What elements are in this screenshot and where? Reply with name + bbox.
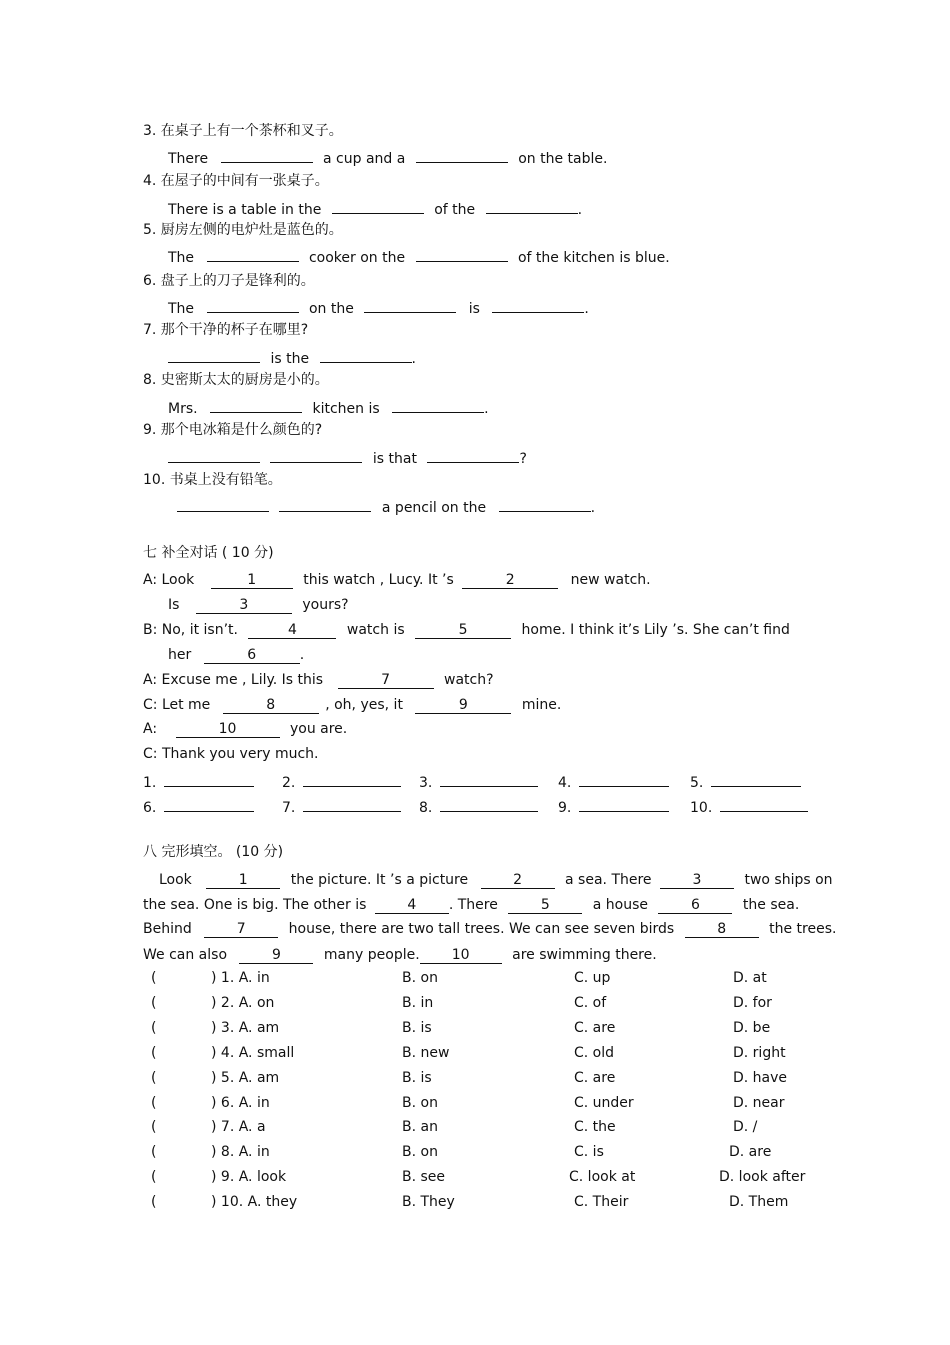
answer-row bbox=[690, 796, 808, 817]
text: is bbox=[468, 301, 480, 317]
answer-row bbox=[282, 796, 401, 817]
answer-row bbox=[419, 771, 538, 792]
answer-blank[interactable] bbox=[164, 771, 254, 787]
text: are swimming there. bbox=[512, 947, 657, 963]
text: you are. bbox=[289, 721, 348, 737]
answer-row bbox=[143, 771, 254, 792]
section8-heading: 八 完形填空。 (10 分) bbox=[143, 844, 284, 860]
text: Look bbox=[159, 872, 192, 888]
text: mine. bbox=[521, 697, 562, 713]
text: . bbox=[577, 202, 583, 218]
answer-row bbox=[690, 771, 801, 792]
text: There bbox=[168, 151, 209, 167]
option-c: C. are bbox=[574, 1069, 616, 1086]
text: . bbox=[584, 301, 589, 317]
text: C: Let me bbox=[143, 697, 211, 713]
text: the trees. bbox=[769, 921, 837, 937]
section7-heading: 七 补全对话 ( 10 分) bbox=[143, 545, 274, 561]
passage-line bbox=[143, 896, 799, 914]
answer-blank[interactable] bbox=[303, 771, 401, 787]
option-b: B. on bbox=[402, 970, 438, 986]
answer-num: 4. bbox=[558, 775, 572, 791]
text: on the table. bbox=[518, 151, 608, 167]
text: her bbox=[168, 647, 192, 663]
option-d: D. be bbox=[733, 1019, 771, 1036]
text: . bbox=[299, 647, 305, 663]
answer-blank[interactable] bbox=[332, 198, 424, 214]
answer-blank[interactable] bbox=[392, 397, 484, 413]
text: a pencil on the bbox=[381, 500, 487, 516]
q4-english bbox=[168, 198, 582, 219]
answer-num: 10. bbox=[690, 800, 713, 816]
answer-blank[interactable] bbox=[579, 771, 669, 787]
option-c: C. the bbox=[574, 1119, 616, 1136]
q6-chinese: 6. 盘子上的刀子是锋利的。 bbox=[143, 273, 315, 289]
answer-blank[interactable] bbox=[416, 147, 508, 163]
answer-blank[interactable] bbox=[440, 796, 538, 812]
question-option-a: ) 9. A. look bbox=[211, 1169, 287, 1186]
dialog-line bbox=[168, 596, 349, 614]
answer-blank[interactable] bbox=[427, 447, 519, 463]
dialog-line bbox=[143, 671, 494, 689]
answer-blank[interactable]: 3 bbox=[196, 598, 292, 614]
option-b: B. They bbox=[402, 1194, 455, 1211]
question-option-a: ) 5. A. am bbox=[211, 1069, 280, 1086]
option-b: B. is bbox=[402, 1019, 432, 1036]
q3-chinese: 3. 在桌子上有一个茶杯和叉子。 bbox=[143, 123, 343, 139]
answer-blank[interactable] bbox=[221, 147, 313, 163]
option-c: C. under bbox=[574, 1094, 634, 1111]
question-option-a: ) 4. A. small bbox=[211, 1044, 295, 1061]
answer-row bbox=[558, 796, 669, 817]
passage-line bbox=[143, 946, 657, 964]
dialog-line bbox=[168, 646, 304, 664]
option-d: D. for bbox=[733, 994, 772, 1011]
answer-blank[interactable] bbox=[486, 198, 578, 214]
option-c: C. are bbox=[574, 1019, 616, 1036]
text: We can also bbox=[143, 947, 228, 963]
text: many people. bbox=[323, 947, 420, 963]
answer-blank[interactable] bbox=[303, 796, 401, 812]
answer-paren[interactable]: ( bbox=[151, 1119, 157, 1136]
answer-blank[interactable] bbox=[279, 496, 371, 512]
dialog-line: C: Thank you very much. bbox=[143, 746, 319, 762]
option-d: D. at bbox=[733, 970, 767, 986]
question-option-a: ) 2. A. on bbox=[211, 994, 275, 1011]
text: The bbox=[168, 250, 195, 266]
text: B: No, it isn’t. bbox=[143, 622, 238, 638]
text: There is a table in the bbox=[168, 202, 322, 218]
text: The bbox=[168, 301, 195, 317]
answer-blank[interactable]: 5 bbox=[508, 898, 582, 914]
text: . bbox=[411, 351, 416, 367]
answer-blank[interactable]: 4 bbox=[375, 898, 449, 914]
answer-paren[interactable]: ( bbox=[151, 1144, 157, 1161]
text: ? bbox=[519, 451, 527, 467]
q5-english bbox=[168, 246, 670, 267]
text: , oh, yes, it bbox=[325, 697, 403, 713]
answer-blank[interactable] bbox=[579, 796, 669, 812]
option-c: C. up bbox=[574, 970, 611, 986]
answer-blank[interactable] bbox=[320, 347, 412, 363]
answer-row bbox=[558, 771, 669, 792]
dialog-line bbox=[143, 696, 561, 714]
answer-blank[interactable] bbox=[440, 771, 538, 787]
answer-paren[interactable]: ( bbox=[151, 1069, 157, 1086]
dialog-line bbox=[143, 720, 347, 738]
answer-blank[interactable]: 10 bbox=[420, 948, 502, 964]
answer-blank[interactable]: 7 bbox=[204, 922, 278, 938]
q8-chinese: 8. 史密斯太太的厨房是小的。 bbox=[143, 372, 329, 388]
question-option-a: ) 6. A. in bbox=[211, 1094, 270, 1111]
text: a sea. There bbox=[565, 872, 652, 888]
option-c: C. is bbox=[574, 1144, 604, 1161]
answer-blank[interactable] bbox=[492, 297, 584, 313]
option-b: B. on bbox=[402, 1094, 438, 1111]
answer-blank[interactable]: 7 bbox=[338, 673, 434, 689]
q7-english bbox=[168, 347, 416, 368]
q3-english bbox=[168, 147, 607, 168]
option-d: D. near bbox=[733, 1094, 785, 1111]
option-d: D. Them bbox=[729, 1194, 789, 1211]
text: Is bbox=[168, 597, 180, 613]
option-d: D. have bbox=[733, 1069, 788, 1086]
text: . bbox=[484, 401, 489, 417]
answer-blank[interactable] bbox=[207, 297, 299, 313]
answer-num: 6. bbox=[143, 800, 157, 816]
answer-blank[interactable]: 4 bbox=[248, 623, 336, 639]
question-option-a: ) 8. A. in bbox=[211, 1144, 270, 1161]
text: A: Excuse me , Lily. Is this bbox=[143, 672, 324, 688]
text: a house bbox=[592, 897, 648, 913]
answer-blank[interactable] bbox=[499, 496, 591, 512]
dialog-line bbox=[143, 571, 651, 589]
passage-line bbox=[159, 871, 833, 889]
text: this watch , Lucy. It ’s bbox=[303, 572, 454, 588]
answer-num: 8. bbox=[419, 800, 433, 816]
text: new watch. bbox=[570, 572, 651, 588]
option-d: D. are bbox=[729, 1144, 772, 1161]
text: . There bbox=[448, 897, 498, 913]
answer-blank[interactable]: 5 bbox=[415, 623, 511, 639]
answer-num: 7. bbox=[282, 800, 296, 816]
text: watch? bbox=[444, 672, 494, 688]
text: on the bbox=[308, 301, 354, 317]
answer-num: 9. bbox=[558, 800, 572, 816]
answer-blank[interactable]: 6 bbox=[204, 648, 300, 664]
question-option-a: ) 10. A. they bbox=[211, 1194, 298, 1211]
answer-blank[interactable] bbox=[168, 447, 260, 463]
answer-blank[interactable]: 1 bbox=[206, 873, 280, 889]
answer-blank[interactable]: 2 bbox=[462, 573, 558, 589]
text: the picture. It ’s a picture bbox=[290, 872, 469, 888]
passage-line bbox=[143, 920, 836, 938]
answer-paren[interactable]: ( bbox=[151, 1044, 157, 1061]
answer-blank[interactable]: 8 bbox=[685, 922, 759, 938]
option-d: D. right bbox=[733, 1044, 786, 1061]
text: yours? bbox=[302, 597, 349, 613]
q9-chinese: 9. 那个电冰箱是什么颜色的? bbox=[143, 422, 323, 438]
q8-english bbox=[168, 397, 489, 418]
option-d: D. / bbox=[733, 1119, 758, 1136]
text: the sea. bbox=[742, 897, 800, 913]
text: watch is bbox=[346, 622, 405, 638]
answer-num: 3. bbox=[419, 775, 433, 791]
text: . bbox=[590, 500, 596, 516]
text: kitchen is bbox=[312, 401, 380, 417]
text: of the bbox=[434, 202, 476, 218]
answer-row bbox=[143, 796, 254, 817]
option-b: B. on bbox=[402, 1144, 438, 1161]
answer-blank[interactable] bbox=[207, 246, 299, 262]
option-c: C. old bbox=[574, 1044, 615, 1061]
answer-num: 1. bbox=[143, 775, 157, 791]
q5-chinese: 5. 厨房左侧的电炉灶是蓝色的。 bbox=[143, 222, 343, 238]
answer-blank[interactable]: 10 bbox=[176, 722, 280, 738]
text: is the bbox=[270, 351, 310, 367]
answer-blank[interactable] bbox=[168, 347, 260, 363]
text: house, there are two tall trees. We can see seven birds bbox=[288, 921, 675, 937]
answer-num: 2. bbox=[282, 775, 296, 791]
text: two ships on bbox=[744, 872, 833, 888]
q7-chinese: 7. 那个干净的杯子在哪里? bbox=[143, 322, 309, 338]
q4-chinese: 4. 在屋子的中间有一张桌子。 bbox=[143, 173, 329, 189]
answer-num: 5. bbox=[690, 775, 704, 791]
answer-row bbox=[419, 796, 538, 817]
text: A: Look bbox=[143, 572, 195, 588]
answer-blank[interactable]: 1 bbox=[211, 573, 293, 589]
q9-english bbox=[168, 447, 527, 468]
answer-blank[interactable] bbox=[711, 771, 801, 787]
answer-blank[interactable] bbox=[164, 796, 254, 812]
answer-blank[interactable] bbox=[416, 246, 508, 262]
q6-english bbox=[168, 297, 589, 318]
answer-paren[interactable]: ( bbox=[151, 970, 157, 986]
text: is that bbox=[372, 451, 417, 467]
option-b: B. is bbox=[402, 1069, 432, 1086]
option-c: C. Their bbox=[574, 1194, 629, 1211]
answer-blank[interactable]: 3 bbox=[660, 873, 734, 889]
text: Mrs. bbox=[168, 401, 198, 417]
answer-paren[interactable]: ( bbox=[151, 1019, 157, 1036]
option-b: B. new bbox=[402, 1044, 450, 1061]
text: A: bbox=[143, 721, 158, 737]
option-c: C. of bbox=[574, 994, 607, 1011]
text: Behind bbox=[143, 921, 192, 937]
text: cooker on the bbox=[308, 250, 406, 266]
answer-blank[interactable] bbox=[210, 397, 302, 413]
answer-row bbox=[282, 771, 401, 792]
answer-blank[interactable]: 2 bbox=[481, 873, 555, 889]
answer-blank[interactable] bbox=[270, 447, 362, 463]
option-b: B. see bbox=[402, 1169, 446, 1186]
answer-blank[interactable] bbox=[364, 297, 456, 313]
answer-blank[interactable]: 9 bbox=[239, 948, 313, 964]
answer-blank[interactable]: 8 bbox=[223, 698, 319, 714]
option-d: D. look after bbox=[719, 1169, 806, 1186]
answer-paren[interactable]: ( bbox=[151, 1169, 157, 1186]
q10-english bbox=[177, 496, 595, 517]
option-c: C. look at bbox=[569, 1169, 636, 1186]
option-b: B. in bbox=[402, 994, 434, 1011]
question-option-a: ) 7. A. a bbox=[211, 1119, 266, 1136]
q10-chinese: 10. 书桌上没有铅笔。 bbox=[143, 472, 282, 488]
text: a cup and a bbox=[323, 151, 406, 167]
text: the sea. One is big. The other is bbox=[143, 897, 367, 913]
question-option-a: ) 3. A. am bbox=[211, 1019, 280, 1036]
answer-blank[interactable] bbox=[720, 796, 808, 812]
answer-paren[interactable]: ( bbox=[151, 1194, 157, 1211]
text: home. I think it’s Lily ’s. She can’t find bbox=[521, 622, 790, 638]
answer-blank[interactable] bbox=[177, 496, 269, 512]
option-b: B. an bbox=[402, 1119, 438, 1136]
answer-paren[interactable]: ( bbox=[151, 1094, 157, 1111]
question-option-a: ) 1. A. in bbox=[211, 970, 270, 986]
dialog-line bbox=[143, 621, 790, 639]
text: of the kitchen is blue. bbox=[517, 250, 670, 266]
answer-paren[interactable]: ( bbox=[151, 994, 157, 1011]
answer-blank[interactable]: 6 bbox=[658, 898, 732, 914]
answer-blank[interactable]: 9 bbox=[415, 698, 511, 714]
